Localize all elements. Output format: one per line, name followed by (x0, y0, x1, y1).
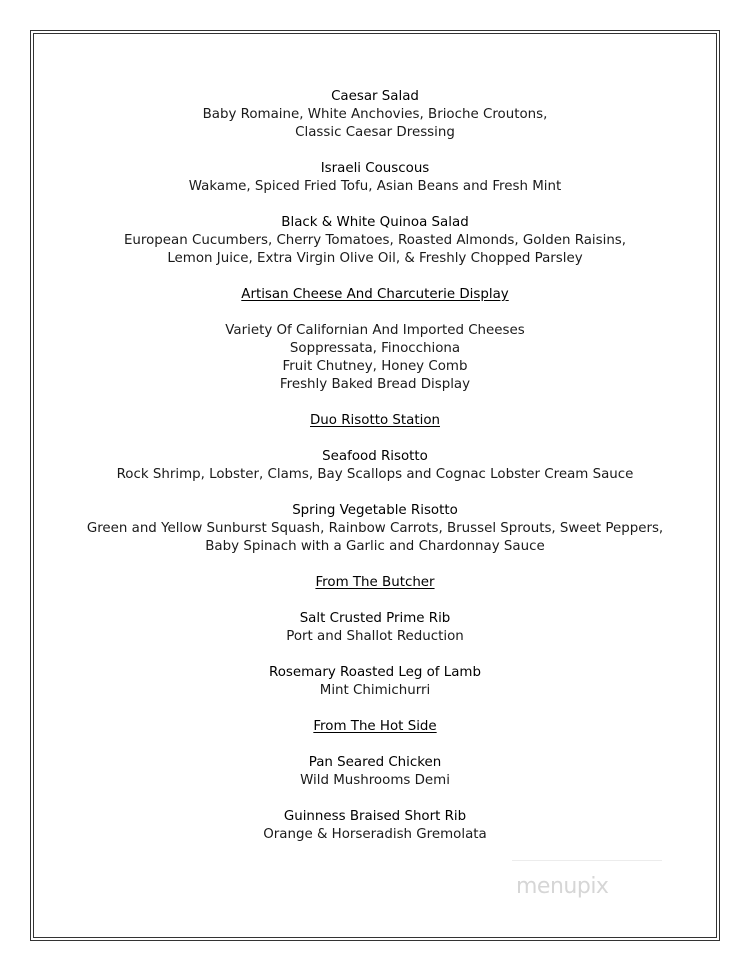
dish-name: Guinness Braised Short Rib (283, 809, 467, 824)
dish-description-line: Green and Yellow Sunburst Squash, Rainbow Carrots, Brussel Sprouts, Sweet Peppers, (86, 521, 664, 536)
dish-name: Spring Vegetable Risotto (292, 503, 458, 518)
menu-item-caesar-salad (0, 88, 750, 142)
menupix-watermark: menupix (516, 874, 609, 899)
section-heading: From The Butcher (315, 575, 435, 590)
list-item: Soppressata, Finocchiona (289, 341, 461, 356)
section-heading: From The Hot Side (313, 719, 437, 734)
menu-item-seafood-risotto (0, 448, 750, 484)
section-heading-butcher (0, 574, 750, 592)
menu-item-spring-risotto (0, 502, 750, 556)
watermark-divider (512, 860, 662, 861)
dish-name: Black & White Quinoa Salad (281, 215, 469, 230)
section-heading-hot-side (0, 718, 750, 736)
menu-item-prime-rib (0, 610, 750, 646)
menu-item-leg-of-lamb (0, 664, 750, 700)
menu-item-quinoa-salad (0, 214, 750, 268)
section-heading-risotto (0, 412, 750, 430)
cheese-display-items (0, 322, 750, 394)
list-item: Freshly Baked Bread Display (279, 377, 471, 392)
list-item: Fruit Chutney, Honey Comb (282, 359, 468, 374)
dish-description-line: Baby Romaine, White Anchovies, Brioche Croutons, (202, 107, 548, 122)
dish-description-line: Mint Chimichurri (319, 683, 431, 698)
dish-description-line: Wakame, Spiced Fried Tofu, Asian Beans and Fresh Mint (188, 179, 562, 194)
dish-name: Pan Seared Chicken (308, 755, 442, 770)
dish-description-line: Orange & Horseradish Gremolata (263, 827, 487, 842)
menu-item-pan-seared-chicken (0, 754, 750, 790)
dish-name: Salt Crusted Prime Rib (299, 611, 451, 626)
dish-description-line: Lemon Juice, Extra Virgin Olive Oil, & Freshly Chopped Parsley (167, 251, 583, 266)
dish-name: Rosemary Roasted Leg of Lamb (269, 665, 481, 680)
dish-name: Caesar Salad (331, 89, 419, 104)
dish-description-line: European Cucumbers, Cherry Tomatoes, Roasted Almonds, Golden Raisins, (123, 233, 627, 248)
dish-name: Israeli Couscous (320, 161, 430, 176)
menu-item-short-rib (0, 808, 750, 844)
dish-description-line: Wild Mushrooms Demi (300, 773, 450, 788)
section-heading-cheese (0, 286, 750, 304)
section-heading: Duo Risotto Station (310, 413, 440, 428)
menu-item-israeli-couscous (0, 160, 750, 196)
menu-content (0, 88, 750, 862)
dish-name: Seafood Risotto (322, 449, 428, 464)
dish-description-line: Port and Shallot Reduction (286, 629, 464, 644)
dish-description-line: Baby Spinach with a Garlic and Chardonnay Sauce (205, 539, 545, 554)
section-heading: Artisan Cheese And Charcuterie Display (241, 287, 509, 302)
list-item: Variety Of Californian And Imported Cheeses (225, 323, 525, 338)
dish-description-line: Classic Caesar Dressing (295, 125, 455, 140)
dish-description-line: Rock Shrimp, Lobster, Clams, Bay Scallops and Cognac Lobster Cream Sauce (116, 467, 634, 482)
